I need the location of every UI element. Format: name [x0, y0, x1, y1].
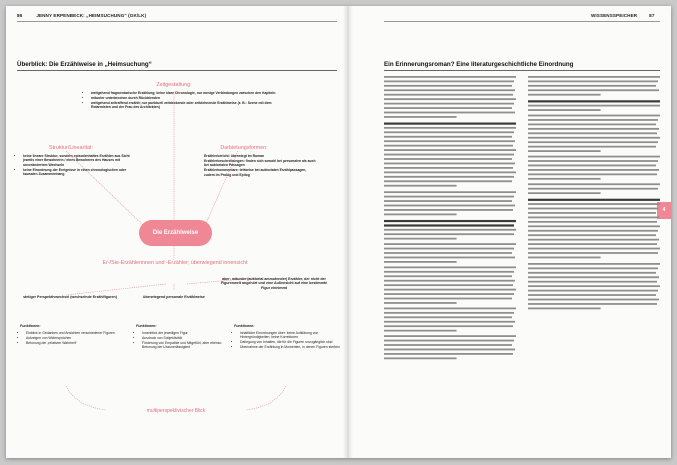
text-line — [528, 128, 659, 130]
text-line — [384, 89, 515, 91]
text-line — [384, 145, 513, 147]
text-line — [528, 281, 657, 283]
darbietung-line: Erzählerbeschreibungen: finden sich sowohl bei personalen als auch bei auktorialen Passagen — [204, 159, 316, 168]
text-line — [528, 169, 659, 171]
text-line — [384, 325, 513, 327]
text-line — [528, 285, 660, 287]
multiperspektivisch-label: multiperspektivischer Blick — [146, 408, 206, 414]
text-line — [384, 185, 457, 187]
text-line — [384, 330, 457, 332]
text-line — [528, 299, 659, 301]
text-line — [384, 116, 457, 118]
text-line — [384, 298, 512, 300]
right-running-header — [591, 13, 654, 18]
text-line — [528, 248, 660, 250]
col3-item: • inhaltliche Einordnungen über: keine Aufklärung von Hintergründigkeiten, keine Korrekturen — [240, 331, 340, 340]
connector-stetig — [66, 284, 166, 295]
col1-item: • Betonung der „relativen Wahrheit“ — [26, 341, 134, 345]
text-line — [384, 107, 512, 109]
text-line — [384, 167, 513, 169]
text-line — [384, 176, 514, 178]
personal-label: überwiegend personale Erzählweise — [143, 295, 205, 299]
col3-head: Funktionen: — [234, 324, 255, 328]
text-line — [528, 243, 657, 245]
text-line — [384, 127, 516, 129]
text-line — [384, 353, 513, 355]
text-line — [384, 131, 514, 133]
text-line — [384, 321, 515, 323]
text-line — [528, 105, 660, 107]
text-line — [384, 316, 512, 318]
text-line — [528, 267, 658, 269]
text-line — [384, 214, 457, 216]
text-line — [528, 290, 658, 292]
text-line — [528, 85, 656, 87]
text-line — [384, 224, 514, 226]
col2-item: • Förderung von Empathie und Mitgefühl, aber ebenso Betonung der Unzuverlässigkeit — [142, 341, 234, 350]
text-line — [384, 357, 457, 359]
text-line — [384, 248, 514, 250]
text-line — [528, 208, 658, 210]
col1-head: Funktionen: — [20, 324, 41, 328]
text-line — [528, 276, 659, 278]
text-line — [384, 284, 513, 286]
text-line — [384, 98, 516, 100]
text-line — [528, 124, 656, 126]
text-line — [528, 137, 660, 139]
text-line — [384, 180, 512, 182]
text-line — [528, 308, 601, 310]
zeitgestaltung-item: • weitgehend fragmentarische Erzählung; keine klare Chronologie, nur wenige Verbindungen zwischen den Kapiteln — [91, 91, 281, 95]
text-line — [384, 275, 512, 277]
text-line — [384, 76, 516, 78]
stetig-label: stetiger Perspektivwechsel (wechselnde Erzählfiguren) — [23, 295, 117, 299]
col3-list — [234, 331, 340, 350]
text-line — [384, 149, 516, 151]
text-line — [528, 225, 660, 227]
zeitgestaltung-list — [85, 91, 281, 110]
right-running-title: WISSENSSPEICHER — [591, 13, 638, 18]
auktorial-label: aber: mitunter (auktorial ammutender) Erzähler, der nicht der Figurenwelt angehört und eine Außensicht auf eine bestimmte Figur einnimmt — [220, 277, 328, 290]
text-line — [384, 94, 513, 96]
text-line — [384, 196, 514, 198]
zeitgestaltung-item: • mitunter unterbrochen durch Rückblenden — [91, 96, 281, 100]
left-section-title: Überblick: Die Erzählweise in „Heimsuchung“ — [17, 61, 152, 68]
text-line — [384, 233, 514, 235]
text-line — [384, 349, 515, 351]
connector-bottom-right — [246, 386, 286, 410]
text-line — [528, 234, 656, 236]
darbietung-title: Darbietungsformen: — [220, 145, 268, 151]
text-line — [384, 154, 514, 156]
text-line — [528, 80, 658, 82]
text-line — [528, 303, 657, 305]
text-line — [528, 146, 656, 148]
text-line — [528, 199, 660, 201]
col2-item: • Innenblick der jeweiligen Figur — [142, 331, 234, 335]
text-line — [528, 294, 656, 296]
book-spread — [6, 6, 671, 458]
text-line — [528, 119, 658, 121]
text-line — [384, 340, 514, 342]
text-line — [384, 205, 515, 207]
text-line — [384, 171, 516, 173]
struktur-list — [17, 154, 139, 177]
col1-item: • Aufzeigen von Widersprüchen — [26, 336, 134, 340]
text-line — [528, 217, 659, 219]
text-line — [384, 209, 513, 211]
center-bubble: Die Erzählweise — [139, 220, 212, 246]
text-line — [528, 150, 601, 152]
text-line — [384, 280, 515, 282]
text-line — [528, 76, 660, 78]
text-line — [528, 173, 657, 175]
zeitgestaltung-title: Zeitgestaltung: — [156, 82, 192, 88]
text-line — [528, 203, 660, 205]
erzaehler-title: Er-/Sie-Erzählerinnen und -Erzähler; überwiegend innensicht — [102, 260, 248, 266]
text-line — [384, 140, 515, 142]
text-line — [384, 191, 516, 193]
left-running-title: JENNY ERPENBECK: „HEIMSUCHUNG“ (GK/LK) — [36, 13, 147, 18]
right-section-title: Ein Erinnerungsroman? Eine literaturgeschichtliche Einordnung — [384, 61, 574, 68]
text-line — [384, 243, 516, 245]
text-line — [384, 112, 515, 114]
col3-item: • Darlegung von Inhalten, die für die Figuren unzugänglich sind — [240, 340, 340, 344]
text-line — [528, 230, 658, 232]
struktur-title: Struktur/Linearität: — [48, 145, 94, 151]
text-line — [384, 266, 516, 268]
right-section-rule — [384, 70, 660, 71]
text-line — [528, 239, 659, 241]
text-line — [384, 85, 512, 87]
text-line — [528, 94, 601, 96]
text-line — [384, 136, 512, 138]
text-line — [528, 165, 656, 167]
text-line — [528, 141, 658, 143]
text-line — [384, 123, 516, 125]
text-line — [384, 261, 457, 263]
connector-bottom-left — [66, 386, 106, 410]
text-line — [384, 252, 512, 254]
text-line — [528, 115, 660, 117]
text-line — [528, 178, 601, 180]
text-line — [384, 308, 516, 310]
col2-head: Funktionen: — [136, 324, 157, 328]
struktur-item: • keine Einordnung der Ereignisse in einen chronologischen oder kausalen Zusammenhang — [23, 168, 139, 177]
right-page-text-block — [384, 76, 660, 451]
col1-list — [20, 331, 134, 346]
struktur-item: • keine lineare Struktur, sondern episodenhaftes Erzählen aus Sicht jeweils einer Bewohnerin / eines Bewohners des Hauses mit unverändertem Wechseln — [23, 154, 139, 167]
text-line — [528, 183, 660, 185]
text-line — [528, 89, 659, 91]
text-line — [384, 238, 457, 240]
darbietung-line: Erzählerkommentare: teilweise bei auktorialen Erzählpassagen, zudem im Prolog und Epilog — [204, 168, 307, 177]
text-line — [528, 132, 657, 134]
right-col-right — [528, 76, 660, 309]
text-line — [384, 344, 512, 346]
col2-item: • Ausdruck von Subjektivität — [142, 336, 234, 340]
col2-list — [136, 331, 234, 350]
text-line — [528, 188, 658, 190]
darbietung-line: Erzählerbericht: überwiegt im Roman — [204, 154, 265, 158]
text-line — [384, 335, 516, 337]
text-line — [528, 160, 658, 162]
text-line — [384, 80, 514, 82]
text-line — [528, 272, 656, 274]
text-line — [528, 212, 656, 214]
col1-item: • Einblick in Gedanken und Ansichten verschiedener Figuren — [26, 331, 134, 335]
text-line — [528, 257, 601, 259]
text-line — [528, 221, 657, 223]
text-line — [528, 252, 658, 254]
text-line — [384, 103, 514, 105]
text-line — [528, 100, 660, 102]
text-line — [528, 192, 601, 194]
text-line — [384, 200, 512, 202]
col3-item: • Übernahme der Erzählung in Momenten, in denen Figuren sterben — [240, 345, 340, 349]
text-line — [384, 220, 516, 222]
text-line — [384, 293, 514, 295]
text-line — [384, 302, 457, 304]
chapter-tab: 4 — [657, 202, 671, 219]
text-line — [384, 312, 514, 314]
text-line — [384, 229, 516, 231]
darbietung-block — [204, 154, 316, 177]
right-header-rule — [384, 21, 660, 22]
text-line — [384, 289, 516, 291]
right-page-number: 87 — [649, 13, 655, 18]
text-line — [384, 257, 515, 259]
right-col-left — [384, 76, 516, 359]
text-line — [528, 156, 660, 158]
text-line — [528, 109, 601, 111]
text-line — [384, 158, 512, 160]
text-line — [384, 271, 514, 273]
text-line — [528, 263, 660, 265]
left-page-number: 86 — [17, 13, 23, 18]
text-line — [384, 163, 515, 165]
zeitgestaltung-item: • weitgehend zeitraffend erzählt; nur punktuell zeitdeckende oder zeitdehnende Erzählweise (z. B.: Szene mit dem Rotarmisten und der Frau des Architekten) — [91, 101, 281, 110]
